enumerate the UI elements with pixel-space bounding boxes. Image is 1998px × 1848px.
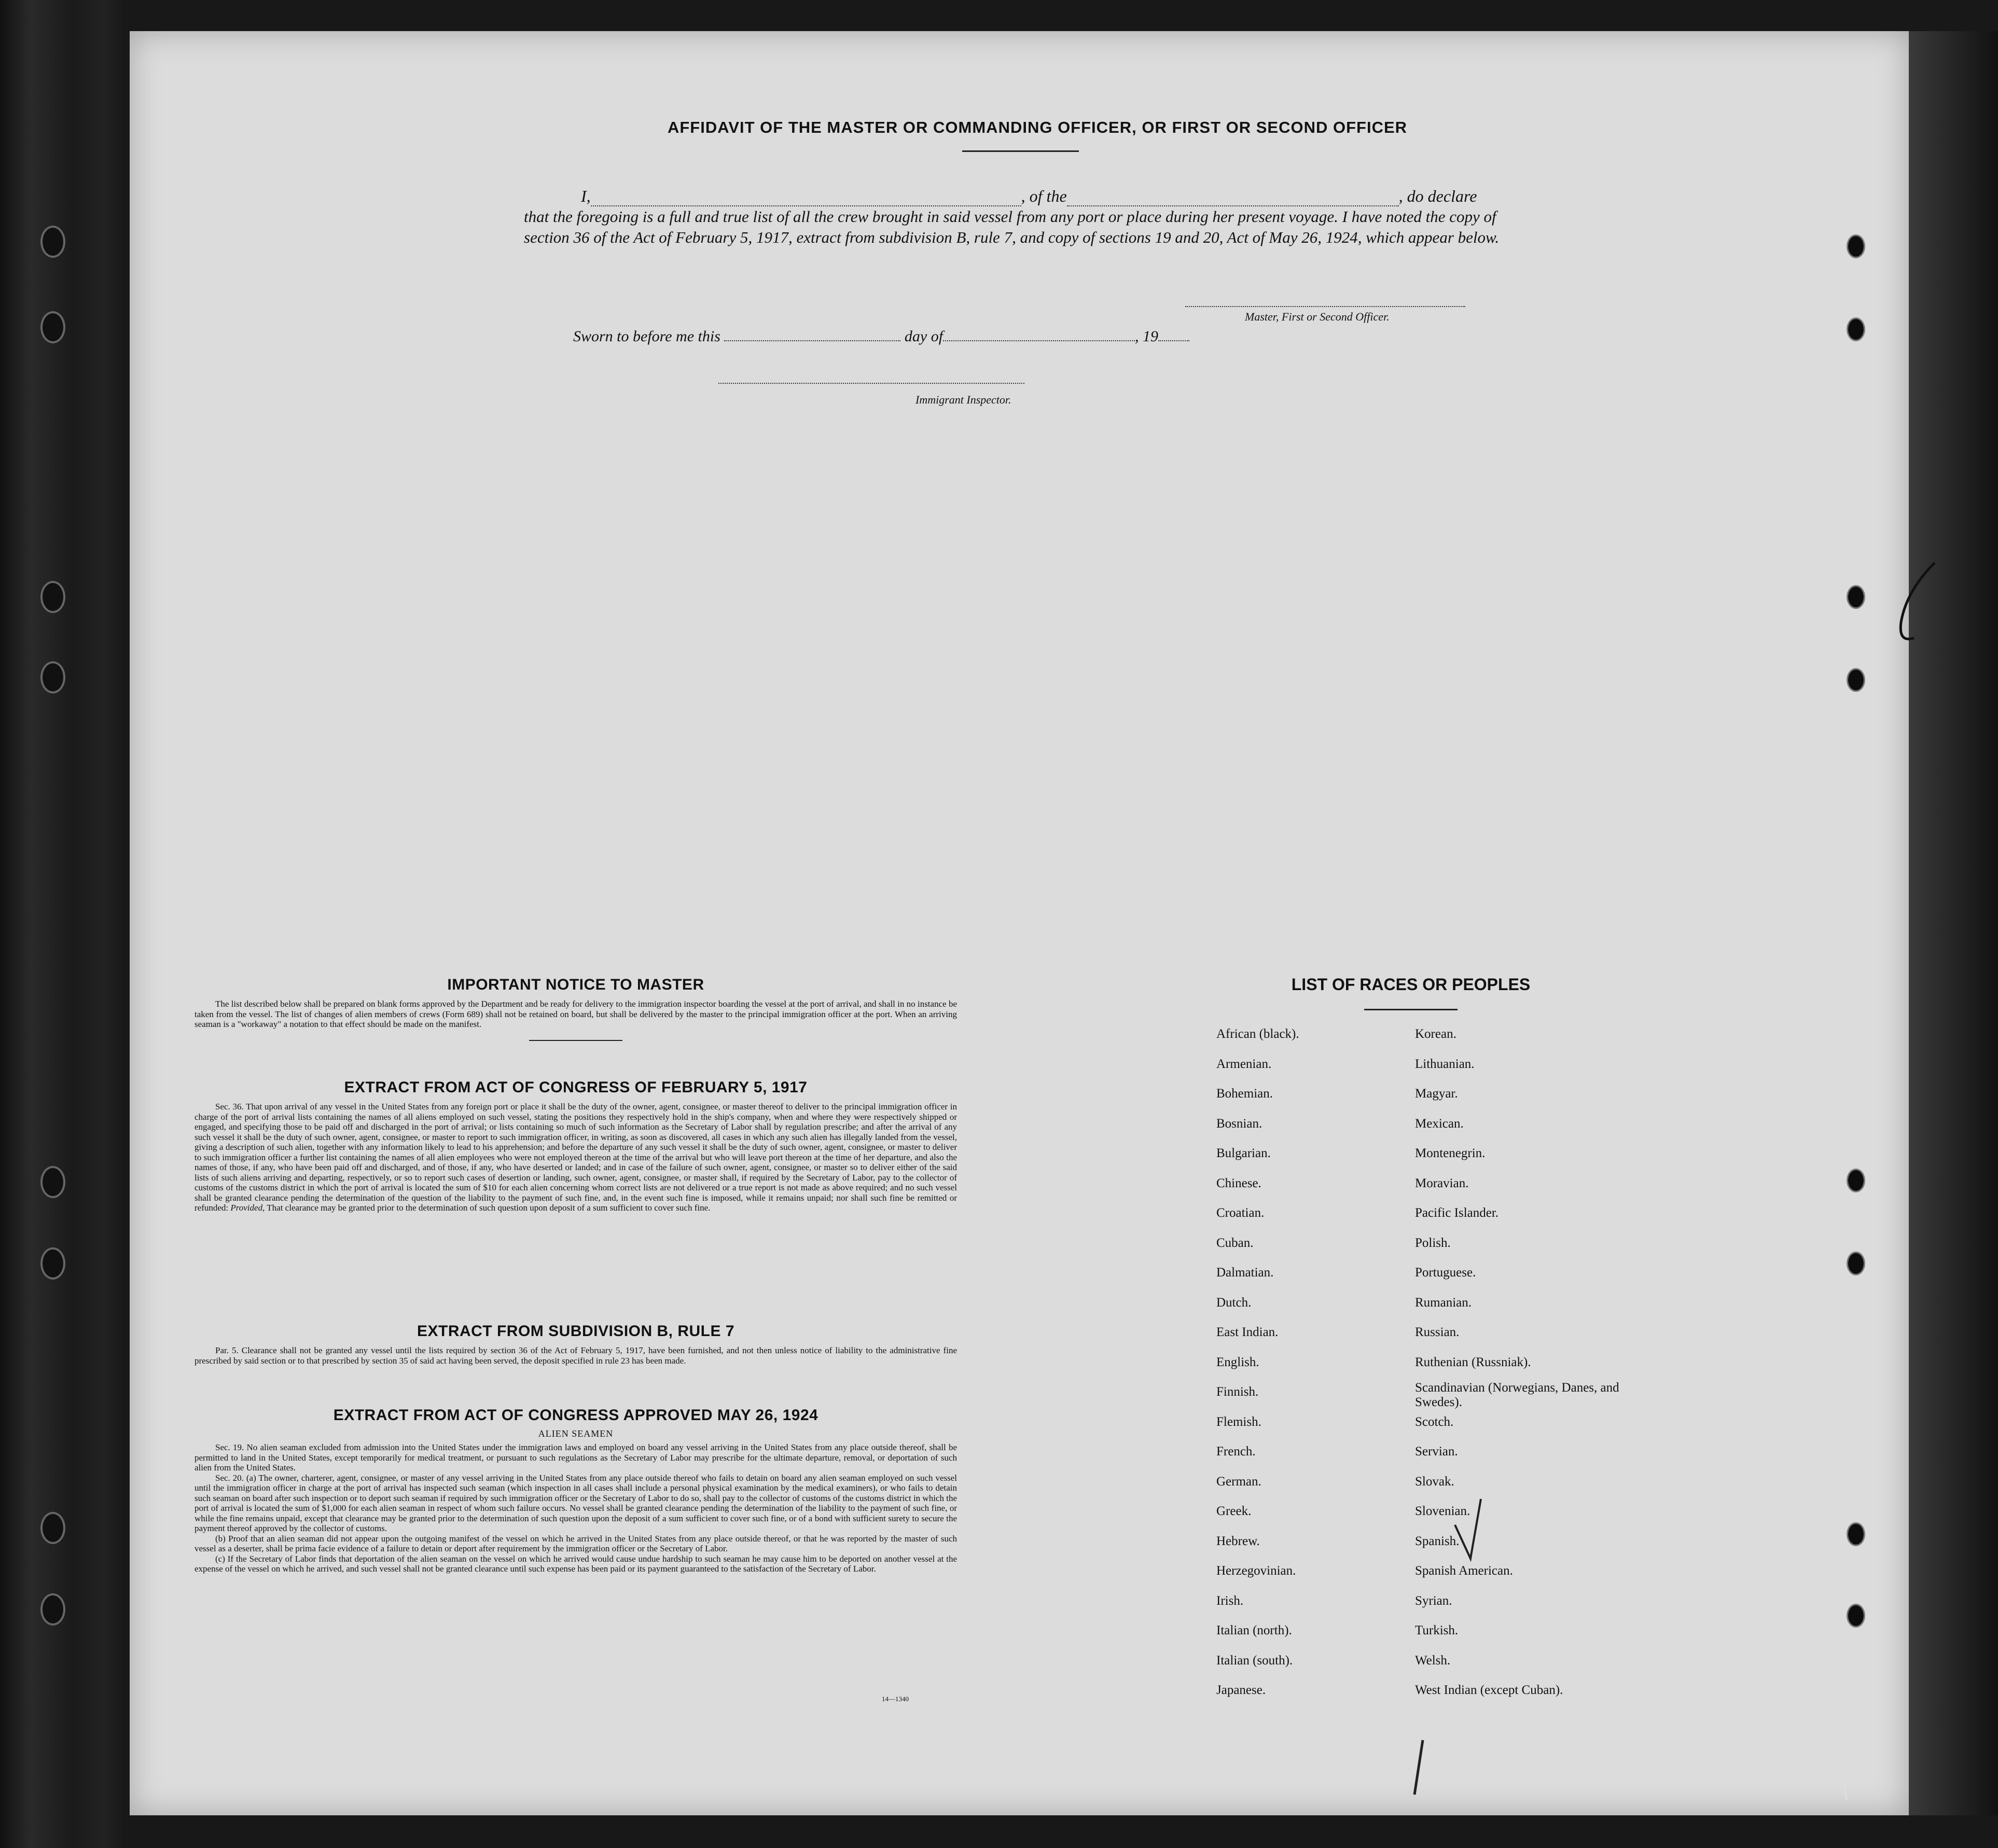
extract-1917-title: EXTRACT FROM ACT OF CONGRESS OF FEBRUARY 5, 1917 (344, 1079, 808, 1096)
page-edge-shadow (1909, 31, 1998, 1815)
extract-1924-sec20b: (b) Proof that an alien seaman did not appear upon the outgoing manifest of the vessel on which he arrived in the United States from any place outside thereof, or that he was reported by the master of such vessel as a deserter, shall be prima facie evidence of a failure to detain or deport after requirement by the immigration officer or the Secretary of Labor. (195, 1533, 957, 1553)
race-item-left-7: Cuban. (1216, 1235, 1254, 1250)
inspector-caption: Immigrant Inspector. (915, 393, 1011, 406)
master-signature-line[interactable] (1185, 306, 1465, 307)
notice-title: IMPORTANT NOTICE TO MASTER (447, 976, 704, 993)
race-item-left-20: Italian (north). (1216, 1623, 1292, 1637)
race-item-left-8: Dalmatian. (1216, 1266, 1274, 1280)
binder-hole (1847, 1604, 1865, 1628)
race-item-left-15: German. (1216, 1474, 1261, 1489)
race-item-right-7: Polish. (1415, 1235, 1451, 1250)
binder-hole (40, 226, 65, 258)
extract-1924-title: EXTRACT FROM ACT OF CONGRESS APPROVED MAY 26, 1924 (333, 1407, 818, 1424)
binder-hole (1847, 1169, 1865, 1192)
binder-hole (1847, 317, 1865, 341)
race-item-right-16: Slovenian. (1415, 1504, 1470, 1518)
binder-hole (40, 581, 65, 613)
race-item-right-12: Scandinavian (Norwegians, Danes, and Swedes). (1415, 1381, 1619, 1409)
master-caption: Master, First or Second Officer. (1245, 310, 1390, 323)
race-item-right-6: Pacific Islander. (1415, 1206, 1499, 1220)
affidavit-title: AFFIDAVIT OF THE MASTER OR COMMANDING OFFICER, OR FIRST OR SECOND OFFICER (667, 118, 1408, 136)
important-notice (195, 976, 957, 1041)
race-item-right-5: Moravian. (1415, 1176, 1469, 1190)
race-item-right-21: Welsh. (1415, 1653, 1451, 1668)
race-item-right-18: Spanish American. (1415, 1564, 1513, 1578)
divider (962, 150, 1079, 152)
race-item-left-9: Dutch. (1216, 1295, 1252, 1310)
race-item-right-11: Ruthenian (Russniak). (1415, 1355, 1531, 1369)
race-item-right-10: Russian. (1415, 1325, 1460, 1339)
race-item-left-11: English. (1216, 1355, 1259, 1369)
binder-hole (1847, 1252, 1865, 1275)
race-item-right-17: Spanish. (1415, 1534, 1460, 1548)
race-item-left-3: Bosnian. (1216, 1116, 1262, 1131)
sworn-line (573, 328, 1189, 345)
binder-hole (1847, 668, 1865, 692)
binder-hole (40, 661, 65, 693)
handwritten-mark (1893, 560, 1940, 648)
extract-1924-sec20a: Sec. 20. (a) The owner, charterer, agent, consignee, or master of any vessel arriving in the United States from any place outside thereof who fails to detain on board any alien seaman employed on such vessel until the immigration officer in charge at the port of arrival has inspected such seaman (which inspection in all cases shall include a personal physical examination by the medical examiners), or who fails to detain such seaman on board after such inspection or to deport such seaman if required by such immigration officer or the Secretary of Labor to do so, shall pay to the collector of customs of the customs district in which the port of arrival is located the sum of $1,000 for each alien seaman in respect of whom such failure occurs. No vessel shall be granted clearance pending the determination of the liability to the payment of such fine, or while the fine remains unpaid, except that clearance may be granted prior to the determination of such question upon the deposit of a sum sufficient to cover such fine, or of a bond with sufficient surety to secure the payment thereof approved by the collector of customs. (195, 1472, 957, 1533)
extract-1924-sec20c: (c) If the Secretary of Labor finds that deportation of the alien seaman on the vessel on which he arrived would cause undue hardship to such seaman he may cause him to be deported on another vessel at the expense of the vessel on which he arrived, and such vessel shall not be granted clearance until such expense has been paid or its payment guaranteed to the satisfaction of the Secretary of Labor. (195, 1553, 957, 1574)
race-item-right-14: Servian. (1415, 1444, 1458, 1458)
race-item-left-13: Flemish. (1216, 1414, 1261, 1429)
extract-rule7 (195, 1323, 957, 1366)
race-item-right-22: West Indian (except Cuban). (1415, 1683, 1563, 1697)
extract-1917-text (195, 1102, 957, 1213)
race-item-left-6: Croatian. (1216, 1206, 1265, 1220)
race-item-right-15: Slovak. (1415, 1474, 1454, 1489)
name-field[interactable] (591, 192, 1021, 206)
sworn-day-of: day of (904, 328, 944, 345)
sworn-year: , 19 (1135, 328, 1159, 345)
race-item-left-14: French. (1216, 1444, 1256, 1458)
race-item-left-22: Japanese. (1216, 1683, 1266, 1697)
race-item-left-1: Armenian. (1216, 1057, 1272, 1071)
race-item-left-21: Italian (south). (1216, 1653, 1293, 1668)
race-item-right-20: Turkish. (1415, 1623, 1459, 1637)
extract-1917-body: Sec. 36. That upon arrival of any vessel in the United States from any foreign port or place it shall be the duty of the owner, agent, consignee, or master thereof to deliver to the principal immigration officer in charge of the port of arrival lists containing the names of all aliens employed on such vessel, stating the positions they respectively hold in the ship's company, when and where they were respectively shipped or engaged, and specifying those to be paid off and discharged in the port of arrival; or lists containing so much of such information as the Secretary of Labor shall by regulation prescribe; and after the arrival of any such vessel it shall be the duty of such owner, agent, consignee, or master to report to such immigration officer, in writing, as soon as discovered, all cases in which any such alien has illegally landed from the vessel, giving a description of such alien, together with any information likely to lead to his apprehension; and before the departure of any such vessel it shall be the duty of such owner, agent, consignee, or master to deliver to such immigration officer a further list containing the names of all alien employees who were not employed thereon at the time of the arrival but who will leave port thereon at the time of her departure, and also the names of those, if any, who have been paid off and discharged, and of those, if any, who have deserted or landed; and in case of the failure of such owner, agent, consignee, or master so to deliver either of the said lists of such aliens arriving and departing, respectively, or so to report such cases of desertion or landing, such owner, agent, consignee, or master shall, if required by the Secretary of Labor, pay to the collector of customs of the customs district in which the port of arrival is located the sum of $10 for each alien concerning whom correct lists are not delivered or a true report is not made as above required; and no such vessel shall be granted clearance pending the determination of the question of the liability to the payment of such fine, and, in the event such fine is imposed, while it remains unpaid; nor shall such fine be remitted or refunded: (195, 1102, 957, 1213)
divider (1364, 1009, 1458, 1010)
extract-rule7-title: EXTRACT FROM SUBDIVISION B, RULE 7 (417, 1323, 735, 1340)
race-item-left-19: Irish. (1216, 1593, 1244, 1608)
handwritten-mark (1408, 1738, 1429, 1800)
extract-1924-sec19: Sec. 19. No alien seaman excluded from admission into the United States under the immigration laws and employed on board any vessel arriving in the United States from any place outside thereof, shall be permitted to land in the United States, except temporarily for medical treatment, or pursuant to such regulations as the Secretary of Labor may prescribe for the ultimate departure, removal, or deportation of such alien from the United States. (195, 1442, 957, 1472)
race-item-left-18: Herzegovinian. (1216, 1564, 1296, 1578)
race-item-left-5: Chinese. (1216, 1176, 1261, 1190)
race-item-left-2: Bohemian. (1216, 1087, 1273, 1101)
binder-hole (40, 1593, 65, 1625)
affidavit-body: that the foregoing is a full and true list of all the crew brought in said vessel from any port or place during her present voyage. I have noted the copy of section 36 of the Act of February 5, 1917, extract from subdivision B, rule 7, and copy of sections 19 and 20, Act of May 26, 1924, which appear below. (524, 207, 1500, 246)
races-title: LIST OF RACES OR PEOPLES (1291, 975, 1531, 994)
race-item-right-9: Rumanian. (1415, 1295, 1472, 1310)
extract-1917-provided: Provided, (230, 1203, 265, 1213)
affidavit-declaration-line (524, 186, 1525, 206)
race-item-right-19: Syrian. (1415, 1593, 1452, 1608)
notice-text: The list described below shall be prepared on blank forms approved by the Department and be ready for delivery to the immigration inspector boarding the vessel at the port of arrival, and shall in no instance be taken from the vessel. The list of changes of alien members of crews (Form 689) shall not be retained on board, but shall be delivered by the master to the principal immigration officer at the port. When an arriving seaman is a "workaway" a notation to that effect should be made on the manifest. (195, 999, 957, 1029)
extract-1924 (195, 1407, 957, 1574)
extract-1917-body-end: That clearance may be granted prior to the determination of such question upon deposit of a sum sufficient to cover such fine. (267, 1203, 711, 1213)
affidavit-of-the: , of the (1021, 187, 1067, 205)
extract-1917 (195, 1079, 957, 1213)
race-item-left-10: East Indian. (1216, 1325, 1279, 1339)
race-item-left-16: Greek. (1216, 1504, 1252, 1518)
affidavit-i-label: I, (581, 187, 591, 205)
binder-hole (40, 1512, 65, 1544)
divider (529, 1040, 622, 1041)
race-item-right-0: Korean. (1415, 1027, 1456, 1041)
race-item-right-4: Montenegrin. (1415, 1146, 1486, 1160)
extract-1924-subtitle: ALIEN SEAMEN (538, 1428, 614, 1439)
binder-hole (1847, 1522, 1865, 1546)
race-item-left-17: Hebrew. (1216, 1534, 1260, 1548)
binder-hole (40, 1247, 65, 1280)
sworn-day-field[interactable] (724, 330, 900, 341)
binder-hole (1847, 585, 1865, 609)
inspector-signature-line[interactable] (718, 383, 1024, 384)
sworn-month-field[interactable] (943, 330, 1135, 341)
race-item-right-1: Lithuanian. (1415, 1057, 1475, 1071)
vessel-field[interactable] (1067, 192, 1399, 206)
race-item-left-12: Finnish. (1216, 1385, 1259, 1399)
race-item-right-3: Mexican. (1415, 1116, 1464, 1131)
binder-hole (40, 311, 65, 343)
race-item-right-13: Scotch. (1415, 1414, 1454, 1429)
affidavit-text (524, 186, 1525, 248)
handwritten-check-mark (1452, 1496, 1494, 1564)
extract-rule7-text: Par. 5. Clearance shall not be granted any vessel until the lists required by section 36 of the Act of February 5, 1917, have been furnished, and not then unless notice of liability to the administrative fine prescribed by said section or to that prescribed by section 35 of said act having been served, the deposit specified in rule 23 has been made. (195, 1345, 957, 1366)
binder-hole (1847, 234, 1865, 258)
race-item-left-4: Bulgarian. (1216, 1146, 1271, 1160)
sworn-prefix: Sworn to before me this (573, 328, 720, 345)
handwritten-mark (1821, 1763, 1857, 1805)
race-item-left-0: African (black). (1216, 1027, 1299, 1041)
binder-hole (40, 1166, 65, 1198)
race-item-right-8: Portuguese. (1415, 1266, 1476, 1280)
sworn-year-field[interactable] (1158, 330, 1189, 341)
race-item-right-2: Magyar. (1415, 1087, 1458, 1101)
affidavit-do-declare: , do declare (1398, 187, 1477, 205)
form-number: 14—1340 (882, 1695, 909, 1703)
